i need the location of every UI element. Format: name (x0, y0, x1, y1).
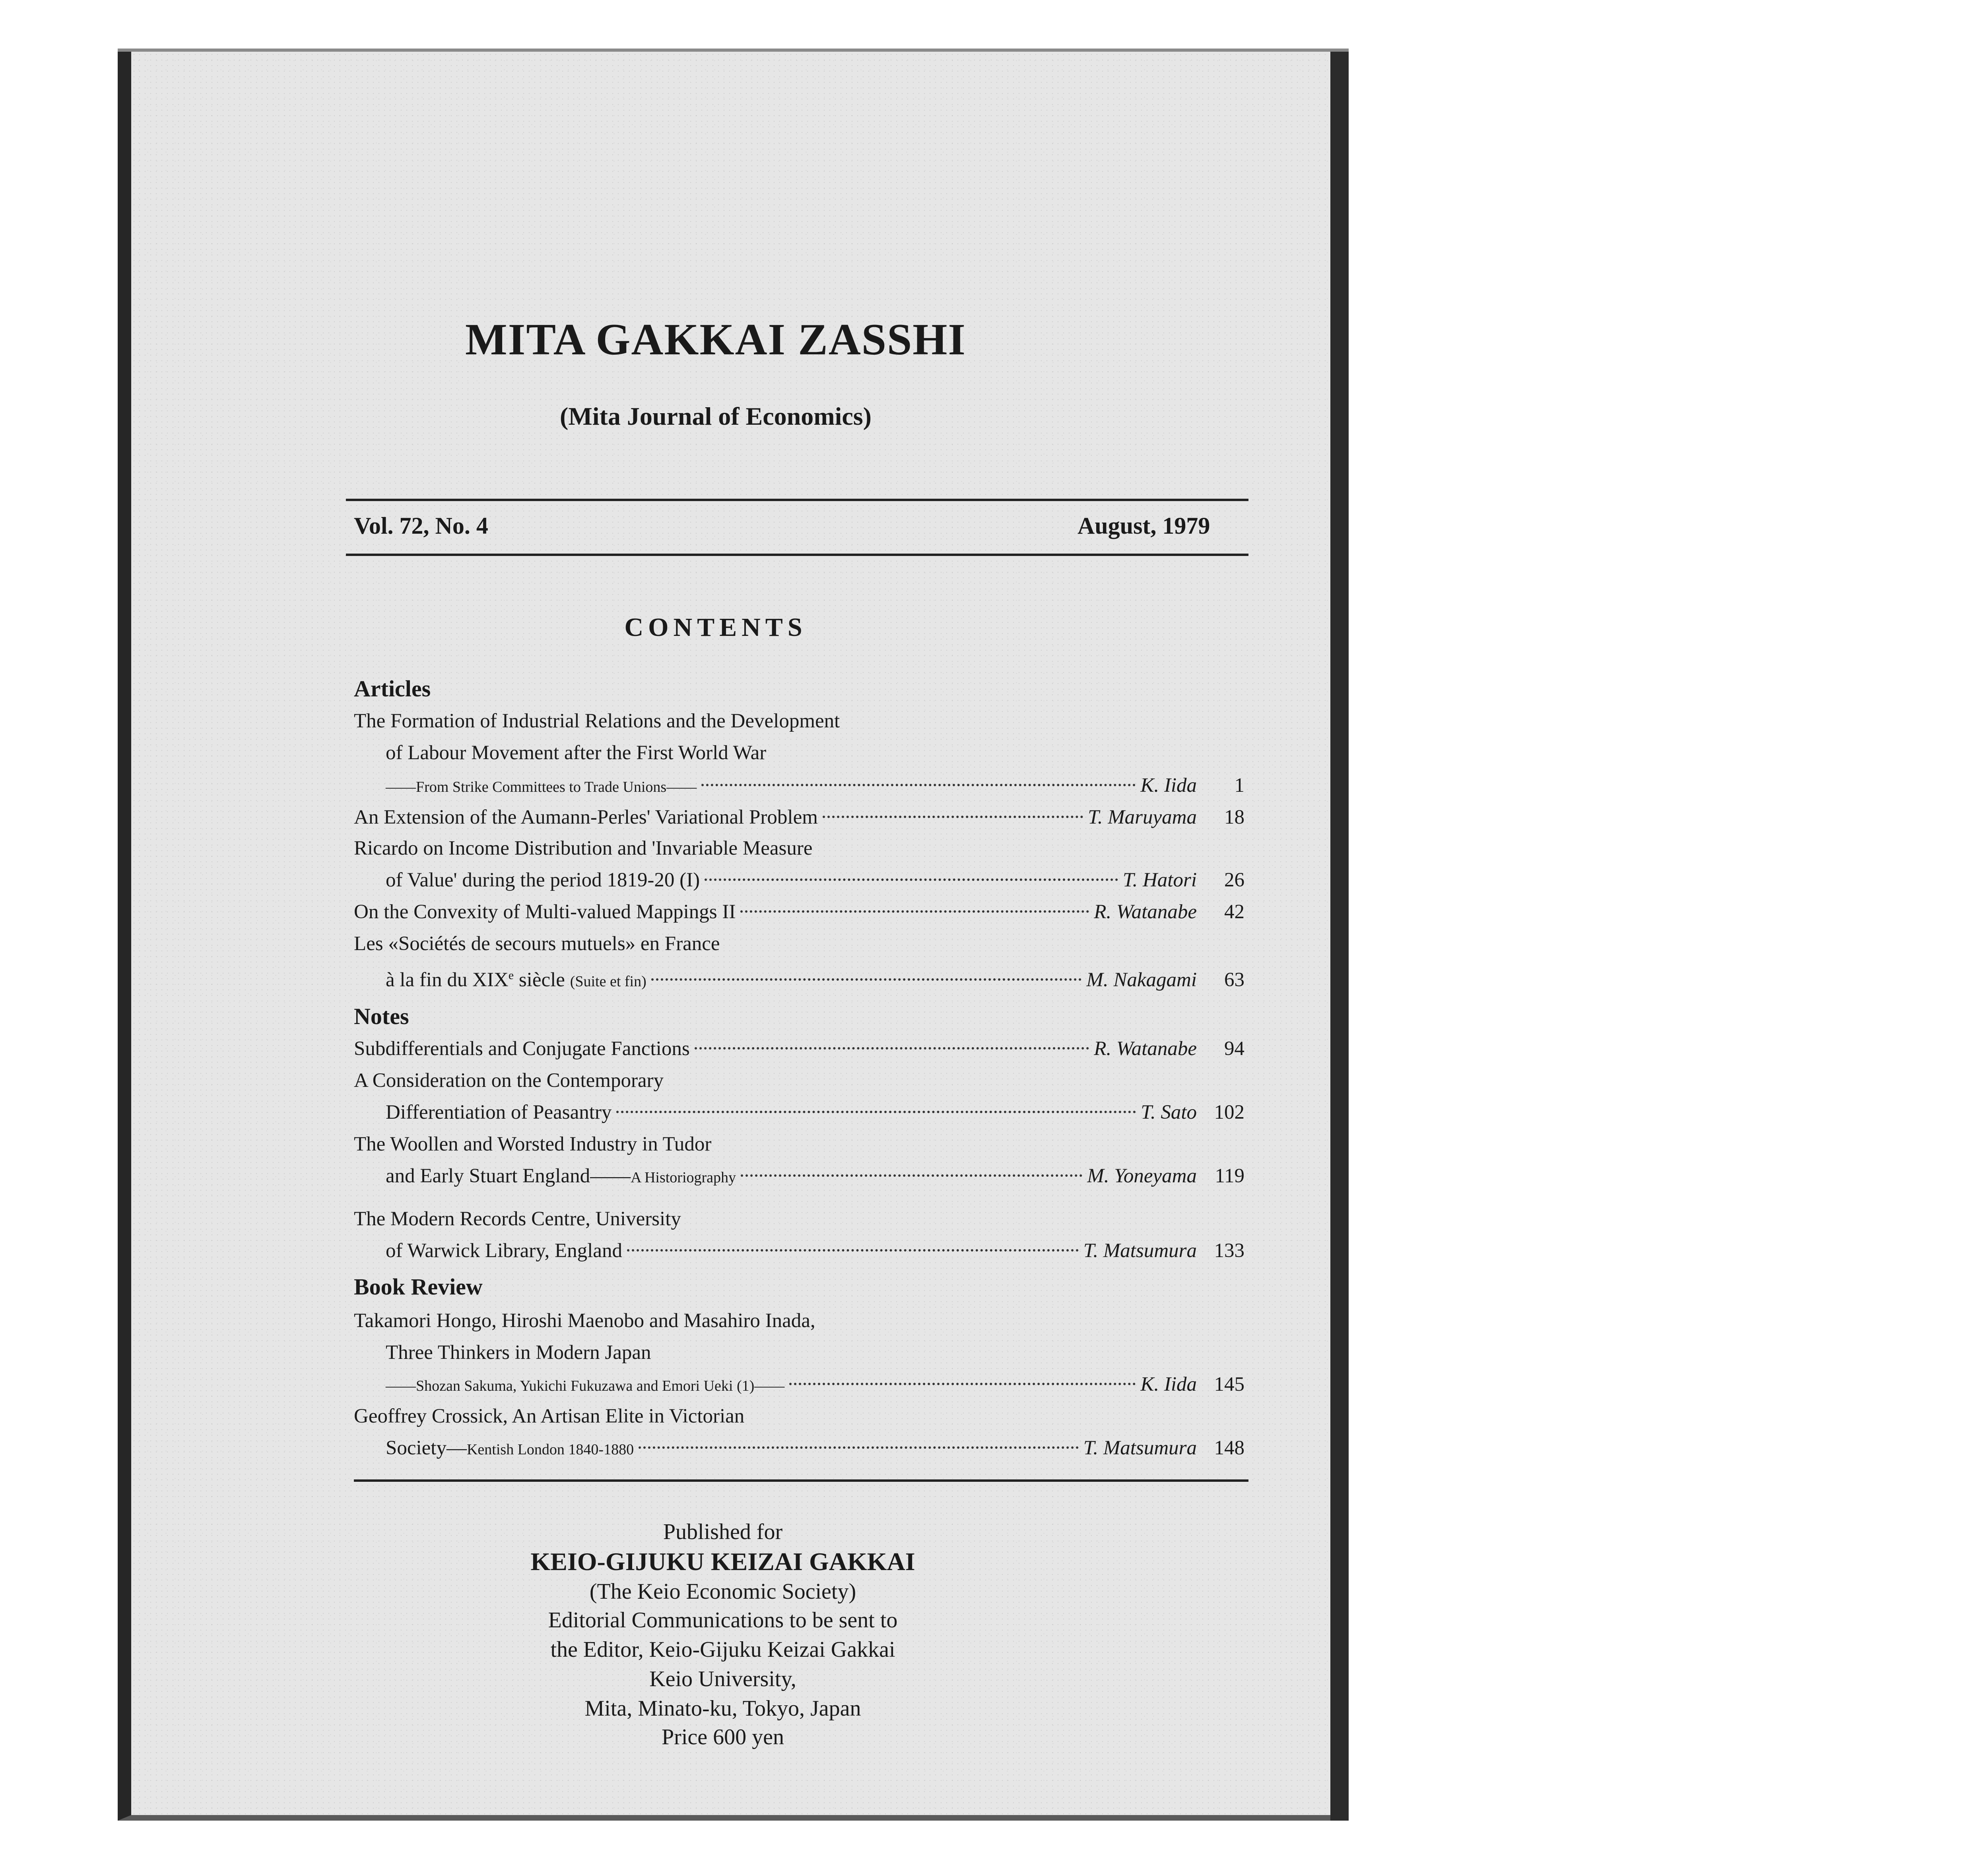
journal-subtitle: (Mita Journal of Economics) (560, 402, 872, 430)
article-1-page: 1 (1234, 774, 1244, 797)
publisher-address: Mita, Minato-ku, Tokyo, Japan (584, 1696, 861, 1721)
article-2-author: T. Maruyama (1088, 806, 1197, 828)
article-2-entry (354, 803, 1244, 831)
article-3-title-line-2: of Value' during the period 1819-20 (I) (386, 869, 700, 891)
note-3-entry (386, 1162, 1244, 1190)
review-2-entry (386, 1434, 1244, 1462)
note-4-line-1: The Modern Records Centre, University (354, 1208, 681, 1230)
article-5-title-part-b: siècle (514, 969, 565, 991)
note-3-page: 119 (1215, 1165, 1244, 1187)
leader-dots (627, 1249, 1079, 1252)
article-5-title-line-2 (386, 962, 646, 995)
review-2-title-part-a: Society— (386, 1437, 467, 1459)
leader-dots (740, 910, 1089, 913)
article-5-line-1: Les «Sociétés de secours mutuels» en France (354, 933, 720, 955)
section-notes: Notes (354, 1003, 409, 1029)
article-5-superscript: e (508, 969, 514, 982)
review-2-title-part-b: Kentish London 1840-1880 (466, 1441, 634, 1458)
note-2-entry (386, 1098, 1244, 1126)
publisher-name: KEIO-GIJUKU KEIZAI GAKKAI (530, 1547, 915, 1576)
leader-dots (741, 1174, 1082, 1177)
volume-number: Vol. 72, No. 4 (354, 513, 488, 539)
article-1-entry (386, 772, 1244, 799)
page-content (131, 52, 1349, 1815)
note-4-entry (386, 1237, 1244, 1265)
note-3-title-line-2 (386, 1162, 736, 1191)
note-2-page: 102 (1214, 1101, 1244, 1123)
note-3-title-part-a: and Early Stuart England—— (386, 1165, 631, 1187)
review-1-entry (386, 1370, 1244, 1398)
leader-dots (651, 978, 1082, 981)
note-3-author: M. Yoneyama (1087, 1165, 1197, 1187)
note-1-entry (354, 1035, 1244, 1063)
article-4-page: 42 (1224, 901, 1244, 923)
note-2-author: T. Sato (1141, 1101, 1197, 1123)
review-1-line-2: Three Thinkers in Modern Japan (386, 1341, 651, 1364)
note-4-page: 133 (1214, 1240, 1244, 1262)
review-1-author: K. Iida (1140, 1373, 1197, 1395)
section-articles: Articles (354, 676, 431, 702)
leader-dots (695, 1047, 1089, 1049)
article-5-title-part-a: à la fin du XIX (386, 969, 509, 991)
scanned-page (118, 52, 1349, 1821)
article-2-title: An Extension of the Aumann-Perles' Variational Problem (354, 806, 818, 828)
article-1-subtitle: ——From Strike Committees to Trade Unions—— (386, 779, 697, 795)
article-3-author: T. Hatori (1122, 869, 1197, 891)
article-4-author: R. Watanabe (1094, 901, 1197, 923)
article-4-title: On the Convexity of Multi-valued Mappings II (354, 901, 736, 923)
header-rule-bottom (346, 554, 1248, 556)
footer-rule (354, 1479, 1248, 1482)
note-1-author: R. Watanabe (1094, 1038, 1197, 1060)
leader-dots (705, 878, 1118, 881)
article-1-line-2: of Labour Movement after the First World War (386, 742, 767, 764)
journal-title: MITA GAKKAI ZASSHI (465, 315, 966, 364)
review-1-page: 145 (1214, 1373, 1244, 1395)
leader-dots (789, 1383, 1136, 1385)
review-2-author: T. Matsumura (1083, 1437, 1197, 1459)
article-3-entry (386, 866, 1244, 894)
note-2-line-1: A Consideration on the Contemporary (354, 1069, 664, 1092)
leader-dots (701, 784, 1136, 786)
note-3-title-part-b: A Historiography (631, 1169, 736, 1186)
article-4-entry (354, 898, 1244, 926)
article-5-author: M. Nakagami (1086, 969, 1197, 991)
note-1-page: 94 (1224, 1038, 1244, 1060)
review-2-line-1: Geoffrey Crossick, An Artisan Elite in Victorian (354, 1405, 745, 1427)
header-rule-top (346, 499, 1248, 501)
note-1-title: Subdifferentials and Conjugate Fanctions (354, 1038, 690, 1060)
note-3-line-1: The Woollen and Worsted Industry in Tudor (354, 1133, 712, 1155)
publisher-line-4: Editorial Communications to be sent to (548, 1608, 898, 1633)
note-4-title-line-2: of Warwick Library, England (386, 1240, 622, 1262)
article-3-line-1: Ricardo on Income Distribution and 'Invariable Measure (354, 837, 813, 859)
review-2-page: 148 (1214, 1437, 1244, 1459)
contents-heading: CONTENTS (624, 613, 807, 642)
article-2-page: 18 (1224, 806, 1244, 828)
publisher-society: (The Keio Economic Society) (589, 1579, 856, 1604)
article-1-line-1: The Formation of Industrial Relations and the Development (354, 710, 840, 732)
article-5-page: 63 (1224, 969, 1244, 991)
review-2-title-line-2 (386, 1434, 634, 1463)
publisher-line-5: the Editor, Keio-Gijuku Keizai Gakkai (550, 1637, 895, 1662)
publisher-price: Price 600 yen (662, 1725, 784, 1749)
page-spine-shadow (1330, 52, 1349, 1821)
section-book-review: Book Review (354, 1274, 483, 1300)
review-1-line-1: Takamori Hongo, Hiroshi Maenobo and Masahiro Inada, (354, 1310, 815, 1332)
issue-date: August, 1979 (1077, 513, 1210, 539)
article-5-title-note: (Suite et fin) (570, 973, 646, 990)
publisher-line-1: Published for (663, 1520, 783, 1544)
leader-dots (639, 1446, 1079, 1449)
article-5-entry (386, 962, 1244, 989)
publisher-line-6: Keio University, (649, 1667, 796, 1691)
leader-dots (616, 1111, 1136, 1113)
review-1-subtitle: ——Shozan Sakuma, Yukichi Fukuzawa and Emori Ueki (1)—— (386, 1378, 785, 1394)
note-2-title-line-2: Differentiation of Peasantry (386, 1101, 612, 1123)
note-4-author: T. Matsumura (1083, 1240, 1197, 1262)
article-3-page: 26 (1224, 869, 1244, 891)
article-1-author: K. Iida (1140, 774, 1197, 797)
leader-dots (823, 816, 1083, 818)
